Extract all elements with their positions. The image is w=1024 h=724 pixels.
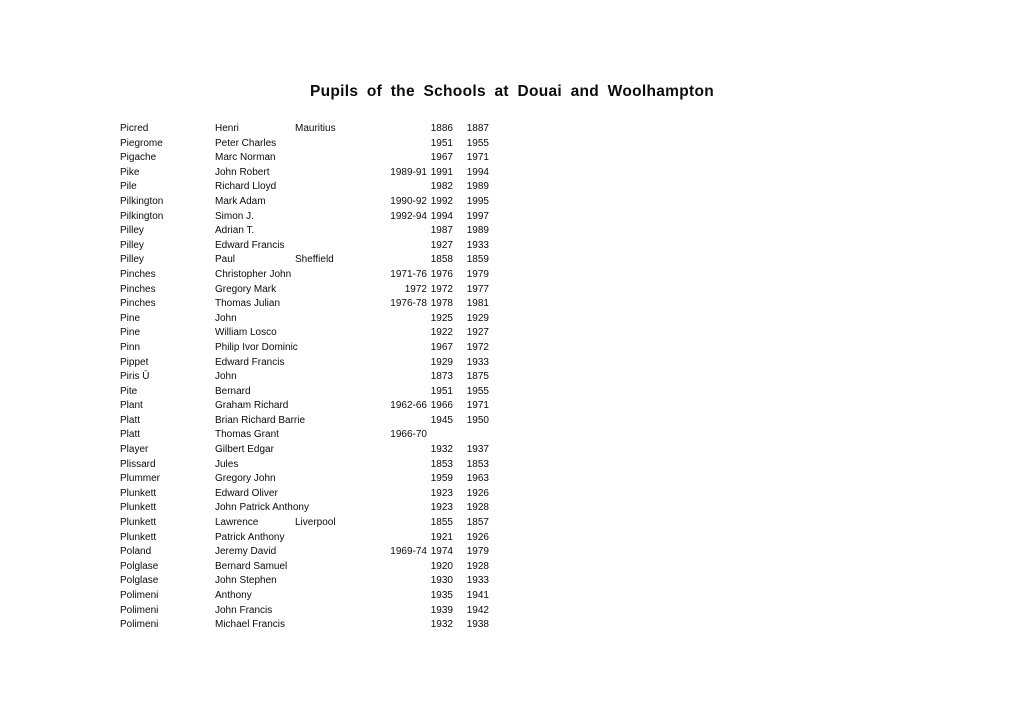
pupil-year-from: 1945 [430,414,453,426]
pupil-year-to: 1950 [466,414,489,426]
table-row [120,370,500,385]
pupil-forenames: Edward Francis [215,239,285,251]
pupil-dates [385,443,427,458]
pupil-year-to: 1933 [466,239,489,251]
pupil-dates [385,312,427,327]
pupil-year-to: 1989 [466,181,489,193]
table-row [120,224,500,239]
pupil-surname: Plummer [120,473,161,485]
pupil-year-from: 1987 [430,225,453,237]
pupil-year-from: 1967 [430,152,453,164]
pupil-forenames: Gregory Mark [215,283,277,295]
pupil-surname: Pippet [120,356,149,368]
pupil-place [295,326,385,341]
pupil-year-from: 1932 [430,444,453,456]
pupil-place [295,545,385,560]
table-row [120,545,500,560]
table-row [120,604,500,619]
pupil-dates [385,472,427,487]
pupil-dates [385,224,427,239]
pupil-year-from: 1982 [430,181,453,193]
pupil-forenames: Adrian T. [215,225,255,237]
pupil-forenames: Bernard Samuel [215,560,288,572]
pupil-year-from: 1967 [430,341,453,353]
pupil-dates [385,516,427,531]
pupil-year-from: 1951 [430,137,453,149]
pupil-place [295,487,385,502]
pupil-forenames: Jules [215,458,239,470]
pupil-place [295,297,385,312]
pupil-place [295,195,385,210]
pupil-forenames: Mark Adam [215,195,266,207]
pupil-dates [385,589,427,604]
pupil-year-to: 1887 [466,123,489,134]
pupil-dates [385,458,427,473]
pupil-place [295,414,385,429]
pupil-year-from: 1978 [430,298,453,310]
pupil-year-to: 1994 [466,166,489,178]
pupil-year-from: 1855 [430,517,453,529]
pupil-dates [385,137,427,152]
pupil-forenames: Thomas Julian [215,298,281,310]
pupil-year-from: 1935 [430,590,453,601]
pupil-dates [385,501,427,516]
pupil-forenames: Gilbert Edgar [215,444,274,456]
table-row [120,195,500,210]
table-row [120,297,500,312]
pupil-surname: Pinches [120,283,156,295]
pupil-dates [385,531,427,546]
pupil-forenames: Paul [215,254,236,266]
pupil-year-from: 1873 [430,371,453,383]
pupil-forenames: William Losco [215,327,277,339]
table-row [120,618,500,633]
table-row [120,180,500,195]
pupil-surname: Polimeni [120,604,159,616]
table-row [120,414,500,429]
pupil-surname: Polimeni [120,619,159,631]
pupil-year-from: 1853 [430,458,453,470]
table-row [120,531,500,546]
pupil-place [295,443,385,458]
pupil-place [295,210,385,225]
pupil-year-to: 1979 [466,546,489,558]
table-row [120,516,500,531]
pupil-forenames: Simon J. [215,210,254,222]
pupil-dates [385,253,427,268]
table-row [120,487,500,502]
table-row [120,356,500,371]
pupil-year-to: 1971 [466,152,489,164]
pupil-forenames: Peter Charles [215,137,277,149]
table-row [120,341,500,356]
pupil-dates: 1972 [404,283,427,295]
pupil-surname: Polglase [120,560,159,572]
pupil-surname: Pilkington [120,195,164,207]
pupil-surname: Pinches [120,298,156,310]
pupil-surname: Plunkett [120,487,157,499]
pupil-place [295,574,385,589]
pupil-place [295,166,385,181]
pupil-forenames: John Francis [215,604,273,616]
pupil-year-to: 1933 [466,575,489,587]
pupil-forenames: Bernard [215,385,251,397]
pupil-surname: Pinn [120,341,141,353]
pupil-forenames: John Patrick Anthony [215,502,309,514]
table-row [120,166,500,181]
pupil-forenames: Richard Lloyd [215,181,277,193]
pupil-dates [385,385,427,400]
table-row [120,239,500,254]
pupil-forenames: John [215,312,237,324]
pupil-forenames: Philip Ivor Dominic [215,341,298,353]
pupil-place: Sheffield [295,254,334,266]
pupil-year-from: 1922 [430,327,453,339]
pupil-dates [385,122,427,137]
pupil-year-to: 1941 [466,590,489,601]
pupil-forenames: Jeremy David [215,546,277,558]
pupil-year-from [427,428,453,443]
pupil-surname: Piegrome [120,137,163,149]
pupil-dates [385,239,427,254]
pupil-year-to: 1972 [466,341,489,353]
pupil-dates [385,341,427,356]
pupil-year-to: 1859 [466,254,489,266]
table-row [120,137,500,152]
page-title: Pupils of the Schools at Douai and Woolhampton [309,83,715,100]
pupil-year-from: 1991 [430,166,453,178]
pupil-forenames: Marc Norman [215,152,276,164]
pupil-year-to: 1995 [466,195,489,207]
pupil-place: Mauritius [295,123,336,134]
pupil-year-from: 1932 [430,619,453,631]
pupil-place [295,239,385,254]
pupil-place [295,341,385,356]
pupil-surname: Player [120,444,149,456]
pupil-year-from: 1959 [430,473,453,485]
pupil-surname: Pile [120,181,137,193]
table-row [120,283,500,298]
pupil-year-from: 1972 [430,283,453,295]
pupil-place [295,385,385,400]
pupil-forenames: John [215,371,237,383]
pupil-dates: 1989-91 [390,166,427,178]
pupil-surname: Pilley [120,239,144,251]
table-row [120,458,500,473]
pupil-surname: Pike [120,166,140,178]
pupil-surname: Plunkett [120,502,157,514]
pupil-forenames: Michael Francis [215,619,286,631]
pupil-dates [385,326,427,341]
pupil-forenames: Christopher John [215,268,292,280]
pupil-place [295,618,385,633]
pupil-surname: Pinches [120,268,156,280]
pupil-year-from: 1992 [430,195,453,207]
pupil-place [295,268,385,283]
table-row [120,312,500,327]
pupil-place [295,604,385,619]
pupil-dates [385,370,427,385]
pupil-year-from: 1858 [430,254,453,266]
pupil-year-to [453,428,489,443]
pupil-forenames: Thomas Grant [215,429,279,441]
pupil-year-from: 1923 [430,502,453,514]
pupil-dates: 1976-78 [390,298,427,310]
pupil-place [295,151,385,166]
pupil-place [295,312,385,327]
pupil-forenames: Henri [215,123,239,134]
pupil-dates [385,574,427,589]
pupil-year-from: 1929 [430,356,453,368]
pupil-surname: Pine [120,327,141,339]
pupil-forenames: Gregory John [215,473,276,485]
pupil-surname: Plant [120,400,143,412]
table-row [120,122,500,137]
pupil-place: Liverpool [295,517,336,529]
pupil-year-to: 1981 [466,298,489,310]
pupil-year-to: 1942 [466,604,489,616]
pupil-year-from: 1951 [430,385,453,397]
table-row [120,399,500,414]
pupil-surname: Pine [120,312,141,324]
pupil-place [295,137,385,152]
pupil-surname: Pilley [120,225,144,237]
pupil-dates: 1990-92 [390,195,427,207]
pupil-forenames: John Robert [215,166,270,178]
table-row [120,589,500,604]
pupil-surname: Pilley [120,254,144,266]
pupil-year-to: 1963 [466,473,489,485]
pupil-year-from: 1921 [430,531,453,543]
pupil-year-to: 1875 [466,371,489,383]
pupil-dates [385,356,427,371]
table-row [120,472,500,487]
pupil-year-to: 1938 [466,619,489,631]
pupil-year-to: 1927 [466,327,489,339]
pupil-dates [385,151,427,166]
pupil-place [295,370,385,385]
pupil-year-to: 1929 [466,312,489,324]
pupil-year-to: 1971 [466,400,489,412]
pupil-year-from: 1976 [430,268,453,280]
pupil-place [295,224,385,239]
pupil-forenames: John Stephen [215,575,277,587]
pupil-forenames: Graham Richard [215,400,289,412]
pupil-year-to: 1926 [466,531,489,543]
pupil-place [295,589,385,604]
table-row [120,443,500,458]
pupil-year-to: 1933 [466,356,489,368]
pupil-dates: 1971-76 [390,268,427,280]
pupil-year-from: 1925 [430,312,453,324]
pupil-forenames: Edward Oliver [215,487,278,499]
pupil-dates: 1969-74 [390,546,427,558]
pupil-year-to: 1937 [466,444,489,456]
pupil-place [295,399,385,414]
pupil-forenames: Brian Richard Barrie [215,414,306,426]
table-row [120,501,500,516]
pupil-year-to: 1853 [466,458,489,470]
table-row [120,428,500,443]
pupil-place [295,501,385,516]
pupil-surname: Polimeni [120,590,159,601]
pupil-dates [385,604,427,619]
pupil-surname: Platt [120,429,141,441]
pupil-year-from: 1886 [430,123,453,134]
pupil-forenames: Patrick Anthony [215,531,285,543]
pupil-year-to: 1926 [466,487,489,499]
pupil-dates [385,560,427,575]
pupil-year-to: 1857 [466,517,489,529]
pupil-table [120,122,500,633]
table-row [120,151,500,166]
table-row [120,560,500,575]
pupil-year-to: 1977 [466,283,489,295]
pupil-place [295,180,385,195]
table-row [120,574,500,589]
pupil-year-to: 1989 [466,225,489,237]
pupil-year-from: 1930 [430,575,453,587]
pupil-dates [385,180,427,195]
pupil-forenames: Lawrence [215,517,259,529]
pupil-year-from: 1974 [430,546,453,558]
pupil-place [295,531,385,546]
table-row [120,210,500,225]
pupil-surname: Plunkett [120,531,157,543]
pupil-dates [385,618,427,633]
pupil-dates: 1966-70 [390,429,427,441]
pupil-year-from: 1920 [430,560,453,572]
table-row [120,326,500,341]
pupil-forenames: Anthony [215,590,252,601]
pupil-dates: 1992-94 [390,210,427,222]
pupil-year-to: 1955 [466,385,489,397]
pupil-surname: Picred [120,123,149,134]
pupil-surname: Pigache [120,152,157,164]
pupil-year-to: 1928 [466,502,489,514]
pupil-year-from: 1923 [430,487,453,499]
pupil-surname: Piris Ū [120,371,150,383]
pupil-year-from: 1939 [430,604,453,616]
pupil-dates [385,487,427,502]
pupil-year-to: 1979 [466,268,489,280]
pupil-place [295,560,385,575]
pupil-surname: Plunkett [120,517,157,529]
table-row [120,253,500,268]
pupil-surname: Platt [120,414,141,426]
pupil-place [295,428,385,443]
pupil-surname: Pite [120,385,138,397]
pupil-surname: Polglase [120,575,159,587]
pupil-year-from: 1966 [430,400,453,412]
pupil-place [295,283,385,298]
pupil-year-to: 1955 [466,137,489,149]
pupil-surname: Poland [120,546,152,558]
pupil-forenames: Edward Francis [215,356,285,368]
pupil-dates [385,414,427,429]
pupil-place [295,458,385,473]
pupil-year-to: 1997 [466,210,489,222]
pupil-surname: Plissard [120,458,156,470]
pupil-surname: Pilkington [120,210,164,222]
table-row [120,268,500,283]
pupil-place [295,356,385,371]
pupil-year-from: 1927 [430,239,453,251]
pupil-year-to: 1928 [466,560,489,572]
pupil-year-from: 1994 [430,210,453,222]
table-row [120,385,500,400]
pupil-dates: 1962-66 [390,400,427,412]
pupil-place [295,472,385,487]
